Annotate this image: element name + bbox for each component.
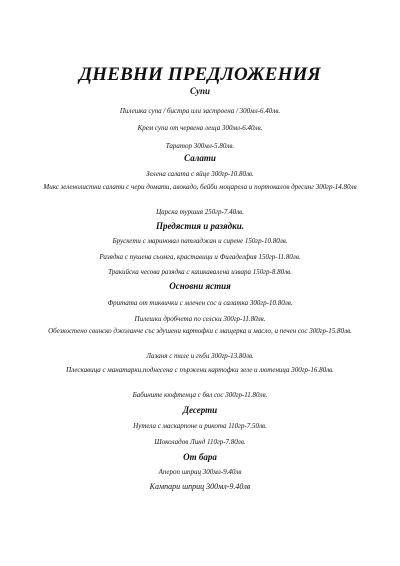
menu-item: Кампари шприц 300мл-9.40лв (149, 482, 251, 491)
section-heading-soups: Супи (189, 86, 210, 96)
section-heading-appetizers: Предястия и разядки. (156, 221, 244, 231)
menu-item: Зелена салата с яйце 300гр-10.80лв. (146, 170, 254, 178)
menu-item: Тракийска чесова разядка с кашкавалена извара 150гр-8.80лв. (108, 268, 292, 276)
section-heading-bar: От бара (183, 452, 217, 462)
menu-item: Фритата от тиквички с млечен сос и салатка 300гр-10.80лв. (107, 299, 293, 307)
menu-item: Таратор 300мл-5.80лв. (165, 142, 235, 150)
menu-item: Пилешки дробчета по селски 300гр-11.80лв. (134, 315, 266, 323)
menu-item: Лазаня с тиле и гъби 300гр-13.80лв. (146, 352, 254, 360)
menu-item: Бабините кюфтенца с бял сос 300гр-11.80лв. (132, 391, 268, 399)
menu-item: Пилешка супа / бистра или застроена / 300мл-6.40лв. (119, 107, 281, 115)
menu-item: Разядка с пушена сьомга, краставици и Филаделфия 150гр-11.80лв. (99, 253, 301, 261)
menu-item: Микс зеленолистни салати с чери домати, авокадо, бейби моцарела и портокалов дресинг 300гр-14.80лв (43, 183, 357, 191)
menu-item: Шоколадов Линд 110гр-7.80лв. (154, 438, 246, 446)
menu-item: Нутела с маскарпоне и рикота 110гр-7.50лв. (133, 422, 267, 430)
menu-item: Плескавица с манатарки,поднесена с пържени картофки зеле и лютеница 300гр-16.80лв. (66, 366, 334, 374)
menu-item: Крем супа от червена леща 300мл-6.40лв. (137, 124, 263, 132)
section-heading-desserts: Десерти (182, 405, 218, 415)
menu-item: Апероп шприц 300мл-9.40лв (158, 468, 242, 476)
menu-item: Обезкостено свинско джоланче със здушени картофки с мащерка и масло, и печен сос 300гр-15.80лв. (48, 327, 352, 335)
section-heading-mains: Основни ястия (169, 281, 231, 291)
section-heading-salads: Салати (184, 153, 216, 163)
menu-item: Брускети с мариновал патладжан и сирене 150гр-10.80лв. (112, 237, 288, 245)
menu-title: ДНЕВНИ ПРЕДЛОЖЕНИЯ (79, 64, 321, 85)
menu-item: Царска туршия 250гр-7.40лв. (156, 208, 244, 216)
